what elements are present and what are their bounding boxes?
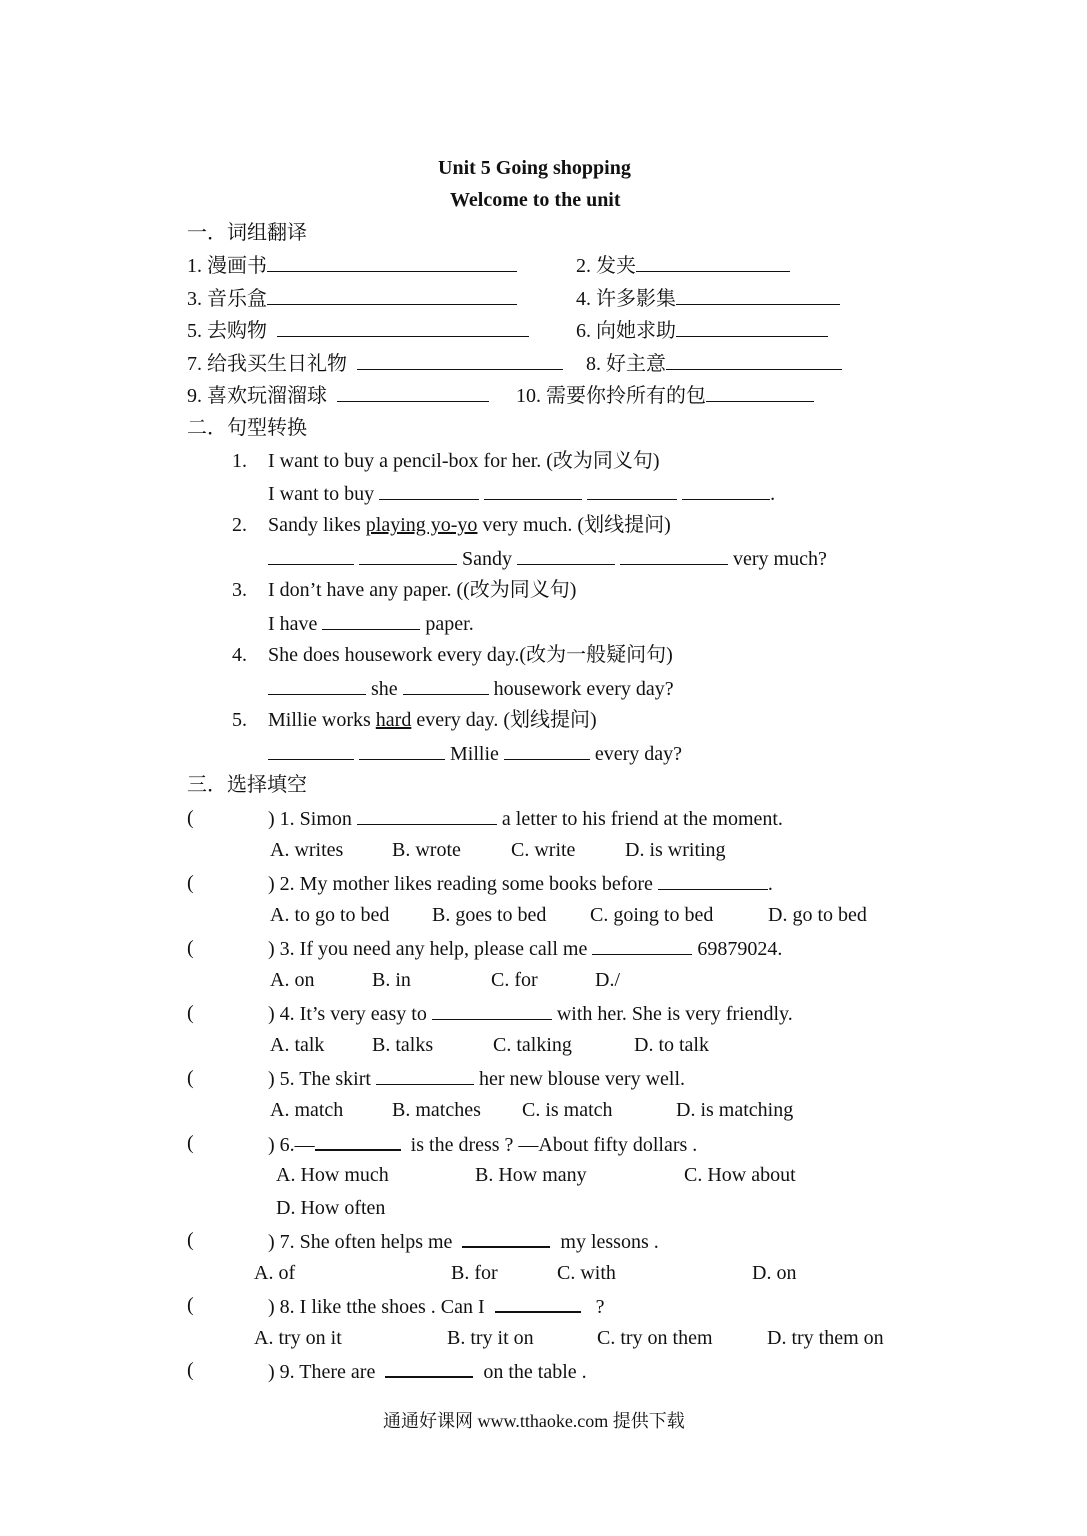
answer-paren[interactable]: ( bbox=[187, 807, 194, 829]
mc-option[interactable]: A. How much bbox=[276, 1164, 389, 1186]
mc-option[interactable]: C. going to bed bbox=[590, 904, 714, 926]
page-subtitle: Welcome to the unit bbox=[450, 189, 621, 211]
answer-blank[interactable] bbox=[268, 546, 354, 565]
answer-paren[interactable]: ( bbox=[187, 1294, 194, 1316]
answer-blank[interactable] bbox=[587, 481, 677, 500]
mc-question: ) 8. I like tthe shoes . Can I ? bbox=[268, 1293, 605, 1319]
phrase-item: 6. 向她求助 bbox=[576, 318, 828, 343]
answer-blank[interactable] bbox=[620, 546, 728, 565]
mc-option[interactable]: D. is matching bbox=[676, 1099, 794, 1121]
answer-blank[interactable] bbox=[462, 1228, 550, 1248]
answer-blank[interactable] bbox=[495, 1293, 581, 1313]
answer-blank[interactable] bbox=[676, 286, 840, 305]
mc-option[interactable]: C. with bbox=[557, 1262, 616, 1284]
answer-blank[interactable] bbox=[359, 546, 457, 565]
mc-option[interactable]: A. to go to bed bbox=[270, 904, 390, 926]
phrase-item: 1. 漫画书 bbox=[187, 253, 517, 278]
answer-blank[interactable] bbox=[517, 546, 615, 565]
mc-option[interactable]: B. How many bbox=[475, 1164, 587, 1186]
answer-blank[interactable] bbox=[357, 351, 563, 370]
mc-question: ) 1. Simon a letter to his friend at the moment. bbox=[268, 808, 783, 830]
answer-blank[interactable] bbox=[706, 383, 814, 402]
mc-option[interactable]: D. to talk bbox=[634, 1034, 709, 1056]
mc-option[interactable]: C. try on them bbox=[597, 1327, 713, 1349]
answer-blank[interactable] bbox=[592, 936, 692, 955]
mc-option[interactable]: B. try it on bbox=[447, 1327, 534, 1349]
question-text: Millie works hard every day. (划线提问) bbox=[268, 709, 597, 731]
phrase-item: 7. 给我买生日礼物 bbox=[187, 351, 563, 376]
section1-heading: 一．词组翻译 bbox=[187, 222, 307, 244]
answer-line: Millie every day? bbox=[268, 741, 682, 766]
page-title: Unit 5 Going shopping bbox=[438, 157, 631, 179]
mc-option[interactable]: D. on bbox=[752, 1262, 797, 1284]
mc-option[interactable]: A. writes bbox=[270, 839, 344, 861]
question-number: 4. bbox=[232, 644, 247, 666]
answer-blank[interactable] bbox=[636, 253, 790, 272]
answer-blank[interactable] bbox=[357, 806, 497, 825]
mc-option[interactable]: D. try them on bbox=[767, 1327, 884, 1349]
question-text: I want to buy a pencil-box for her. (改为同义句) bbox=[268, 450, 660, 472]
answer-blank[interactable] bbox=[277, 318, 529, 337]
answer-blank[interactable] bbox=[379, 481, 479, 500]
section2-heading: 二．句型转换 bbox=[187, 417, 307, 439]
answer-blank[interactable] bbox=[484, 481, 582, 500]
answer-blank[interactable] bbox=[666, 351, 842, 370]
question-text: I don’t have any paper. ((改为同义句) bbox=[268, 579, 577, 601]
page-footer: 通通好课网 www.tthaoke.com 提供下载 bbox=[383, 1411, 685, 1431]
mc-question: ) 6.— is the dress ? —About fifty dollars . bbox=[268, 1131, 697, 1157]
mc-option[interactable]: B. matches bbox=[392, 1099, 481, 1121]
mc-question: ) 5. The skirt her new blouse very well. bbox=[268, 1068, 685, 1090]
question-number: 5. bbox=[232, 709, 247, 731]
section3-heading: 三．选择填空 bbox=[187, 774, 307, 796]
mc-option[interactable]: A. on bbox=[270, 969, 315, 991]
answer-line: I have paper. bbox=[268, 613, 474, 635]
answer-paren[interactable]: ( bbox=[187, 1229, 194, 1251]
mc-question: ) 9. There are on the table . bbox=[268, 1358, 587, 1384]
phrase-item: 4. 许多影集 bbox=[576, 286, 840, 311]
answer-blank[interactable] bbox=[682, 481, 770, 500]
answer-paren[interactable]: ( bbox=[187, 872, 194, 894]
answer-blank[interactable] bbox=[676, 318, 828, 337]
answer-blank[interactable] bbox=[403, 676, 489, 695]
answer-blank[interactable] bbox=[322, 611, 420, 630]
question-text: She does housework every day.(改为一般疑问句) bbox=[268, 644, 673, 666]
mc-option[interactable]: C. for bbox=[491, 969, 538, 991]
answer-paren[interactable]: ( bbox=[187, 1067, 194, 1089]
mc-option[interactable]: B. wrote bbox=[392, 839, 461, 861]
mc-option[interactable]: C. write bbox=[511, 839, 576, 861]
question-text: Sandy likes playing yo-yo very much. (划线提问) bbox=[268, 514, 671, 536]
answer-blank[interactable] bbox=[267, 253, 517, 272]
answer-blank[interactable] bbox=[337, 383, 489, 402]
mc-option[interactable]: A. talk bbox=[270, 1034, 325, 1056]
answer-paren[interactable]: ( bbox=[187, 937, 194, 959]
phrase-item: 5. 去购物 bbox=[187, 318, 529, 343]
answer-blank[interactable] bbox=[359, 741, 445, 760]
phrase-item: 9. 喜欢玩溜溜球 bbox=[187, 383, 489, 408]
mc-option[interactable]: A. match bbox=[270, 1099, 344, 1121]
answer-blank[interactable] bbox=[658, 871, 768, 890]
mc-option[interactable]: C. How about bbox=[684, 1164, 796, 1186]
question-number: 2. bbox=[232, 514, 247, 536]
answer-line: Sandy very much? bbox=[268, 546, 827, 571]
mc-option[interactable]: C. talking bbox=[493, 1034, 572, 1056]
answer-line: she housework every day? bbox=[268, 676, 674, 701]
question-number: 1. bbox=[232, 450, 247, 472]
answer-blank[interactable] bbox=[268, 676, 366, 695]
answer-paren[interactable]: ( bbox=[187, 1359, 194, 1381]
phrase-item: 10. 需要你拎所有的包 bbox=[516, 383, 814, 408]
mc-question: ) 2. My mother likes reading some books before . bbox=[268, 873, 773, 895]
mc-question: ) 3. If you need any help, please call me 69879024. bbox=[268, 938, 783, 960]
mc-option[interactable]: D./ bbox=[595, 969, 620, 991]
mc-option[interactable]: B. for bbox=[451, 1262, 498, 1284]
phrase-item: 3. 音乐盒 bbox=[187, 286, 517, 311]
mc-option[interactable]: A. try on it bbox=[254, 1327, 342, 1349]
mc-option[interactable]: B. goes to bed bbox=[432, 904, 547, 926]
phrase-item: 2. 发夹 bbox=[576, 253, 790, 278]
mc-option[interactable]: D. is writing bbox=[625, 839, 726, 861]
answer-line: I want to buy . bbox=[268, 483, 776, 505]
mc-question: ) 4. It’s very easy to with her. She is very friendly. bbox=[268, 1003, 793, 1025]
answer-blank[interactable] bbox=[315, 1131, 401, 1151]
answer-blank[interactable] bbox=[432, 1001, 552, 1020]
answer-blank[interactable] bbox=[267, 286, 517, 305]
mc-option[interactable]: B. talks bbox=[372, 1034, 434, 1056]
mc-option[interactable]: C. is match bbox=[522, 1099, 613, 1121]
answer-blank[interactable] bbox=[268, 741, 354, 760]
answer-blank[interactable] bbox=[504, 741, 590, 760]
question-number: 3. bbox=[232, 579, 247, 601]
mc-option[interactable]: A. of bbox=[254, 1262, 296, 1284]
mc-option[interactable]: D. go to bed bbox=[768, 904, 867, 926]
answer-paren[interactable]: ( bbox=[187, 1002, 194, 1024]
answer-blank[interactable] bbox=[376, 1066, 474, 1085]
phrase-item: 8. 好主意 bbox=[586, 351, 842, 376]
answer-paren[interactable]: ( bbox=[187, 1132, 194, 1154]
answer-blank[interactable] bbox=[385, 1358, 473, 1378]
mc-option[interactable]: B. in bbox=[372, 969, 411, 991]
mc-question: ) 7. She often helps me my lessons . bbox=[268, 1228, 659, 1254]
mc-option[interactable]: D. How often bbox=[276, 1197, 386, 1219]
